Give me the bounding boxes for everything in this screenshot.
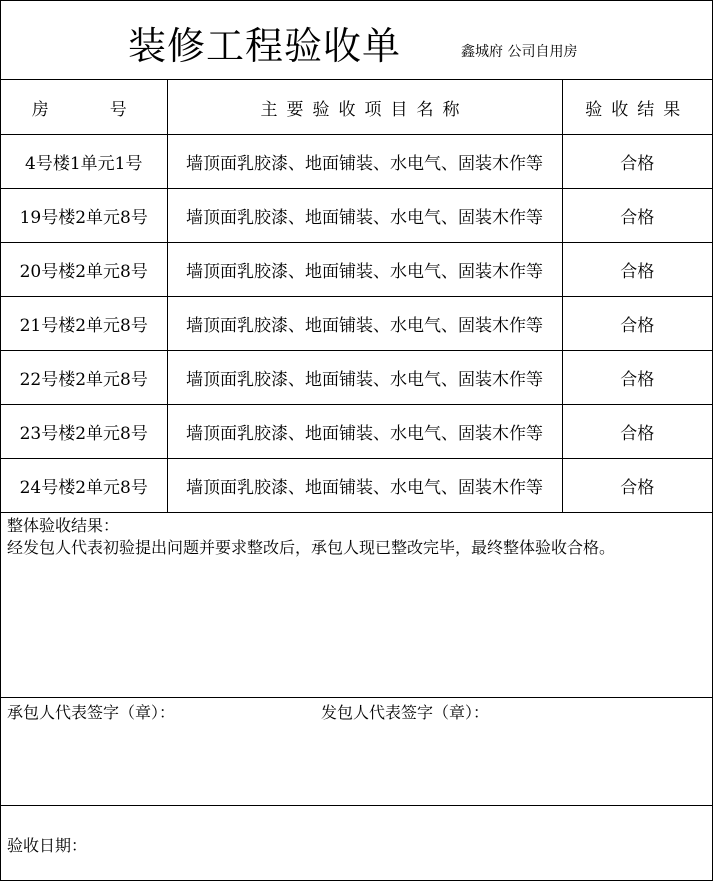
inspection-table <box>1 80 712 513</box>
column-header-items: 主要验收项目名称 <box>167 80 562 135</box>
page-subtitle: 鑫城府 公司自用房 <box>461 44 578 60</box>
title-row <box>1 1 712 80</box>
page-title: 装修工程验收单 <box>128 24 402 68</box>
column-header-result: 验收结果 <box>562 80 712 135</box>
table-row <box>1 243 712 297</box>
room-cell: 24号楼2单元8号 <box>1 459 167 513</box>
signature-section <box>1 698 712 806</box>
items-cell: 墙顶面乳胶漆、地面铺装、水电气、固装木作等 <box>167 135 562 189</box>
result-cell: 合格 <box>562 135 712 189</box>
client-signature-label: 发包人代表签字（章）： <box>321 703 490 722</box>
table-row <box>1 297 712 351</box>
table-row <box>1 351 712 405</box>
overall-result-section <box>1 513 712 698</box>
room-cell: 19号楼2单元8号 <box>1 189 167 243</box>
table-row <box>1 135 712 189</box>
acceptance-date-label: 验收日期： <box>7 836 88 855</box>
overall-result-text: 经发包人代表初验提出问题并要求整改后，承包人现已整改完毕，最终整体验收合格。 <box>7 538 616 557</box>
result-cell: 合格 <box>562 405 712 459</box>
room-cell: 23号楼2单元8号 <box>1 405 167 459</box>
items-cell: 墙顶面乳胶漆、地面铺装、水电气、固装木作等 <box>167 189 562 243</box>
contractor-signature-label: 承包人代表签字（章）： <box>7 703 176 722</box>
items-cell: 墙顶面乳胶漆、地面铺装、水电气、固装木作等 <box>167 243 562 297</box>
room-cell: 4号楼1单元1号 <box>1 135 167 189</box>
result-cell: 合格 <box>562 297 712 351</box>
overall-result-label: 整体验收结果： <box>7 516 120 535</box>
items-cell: 墙顶面乳胶漆、地面铺装、水电气、固装木作等 <box>167 405 562 459</box>
result-cell: 合格 <box>562 459 712 513</box>
result-cell: 合格 <box>562 189 712 243</box>
table-row <box>1 405 712 459</box>
result-cell: 合格 <box>562 243 712 297</box>
table-row <box>1 459 712 513</box>
items-cell: 墙顶面乳胶漆、地面铺装、水电气、固装木作等 <box>167 459 562 513</box>
room-cell: 20号楼2单元8号 <box>1 243 167 297</box>
table-row <box>1 189 712 243</box>
table-header-row <box>1 80 712 135</box>
items-cell: 墙顶面乳胶漆、地面铺装、水电气、固装木作等 <box>167 351 562 405</box>
room-cell: 22号楼2单元8号 <box>1 351 167 405</box>
result-cell: 合格 <box>562 351 712 405</box>
column-header-room: 房 号 <box>1 80 167 135</box>
room-cell: 21号楼2单元8号 <box>1 297 167 351</box>
items-cell: 墙顶面乳胶漆、地面铺装、水电气、固装木作等 <box>167 297 562 351</box>
